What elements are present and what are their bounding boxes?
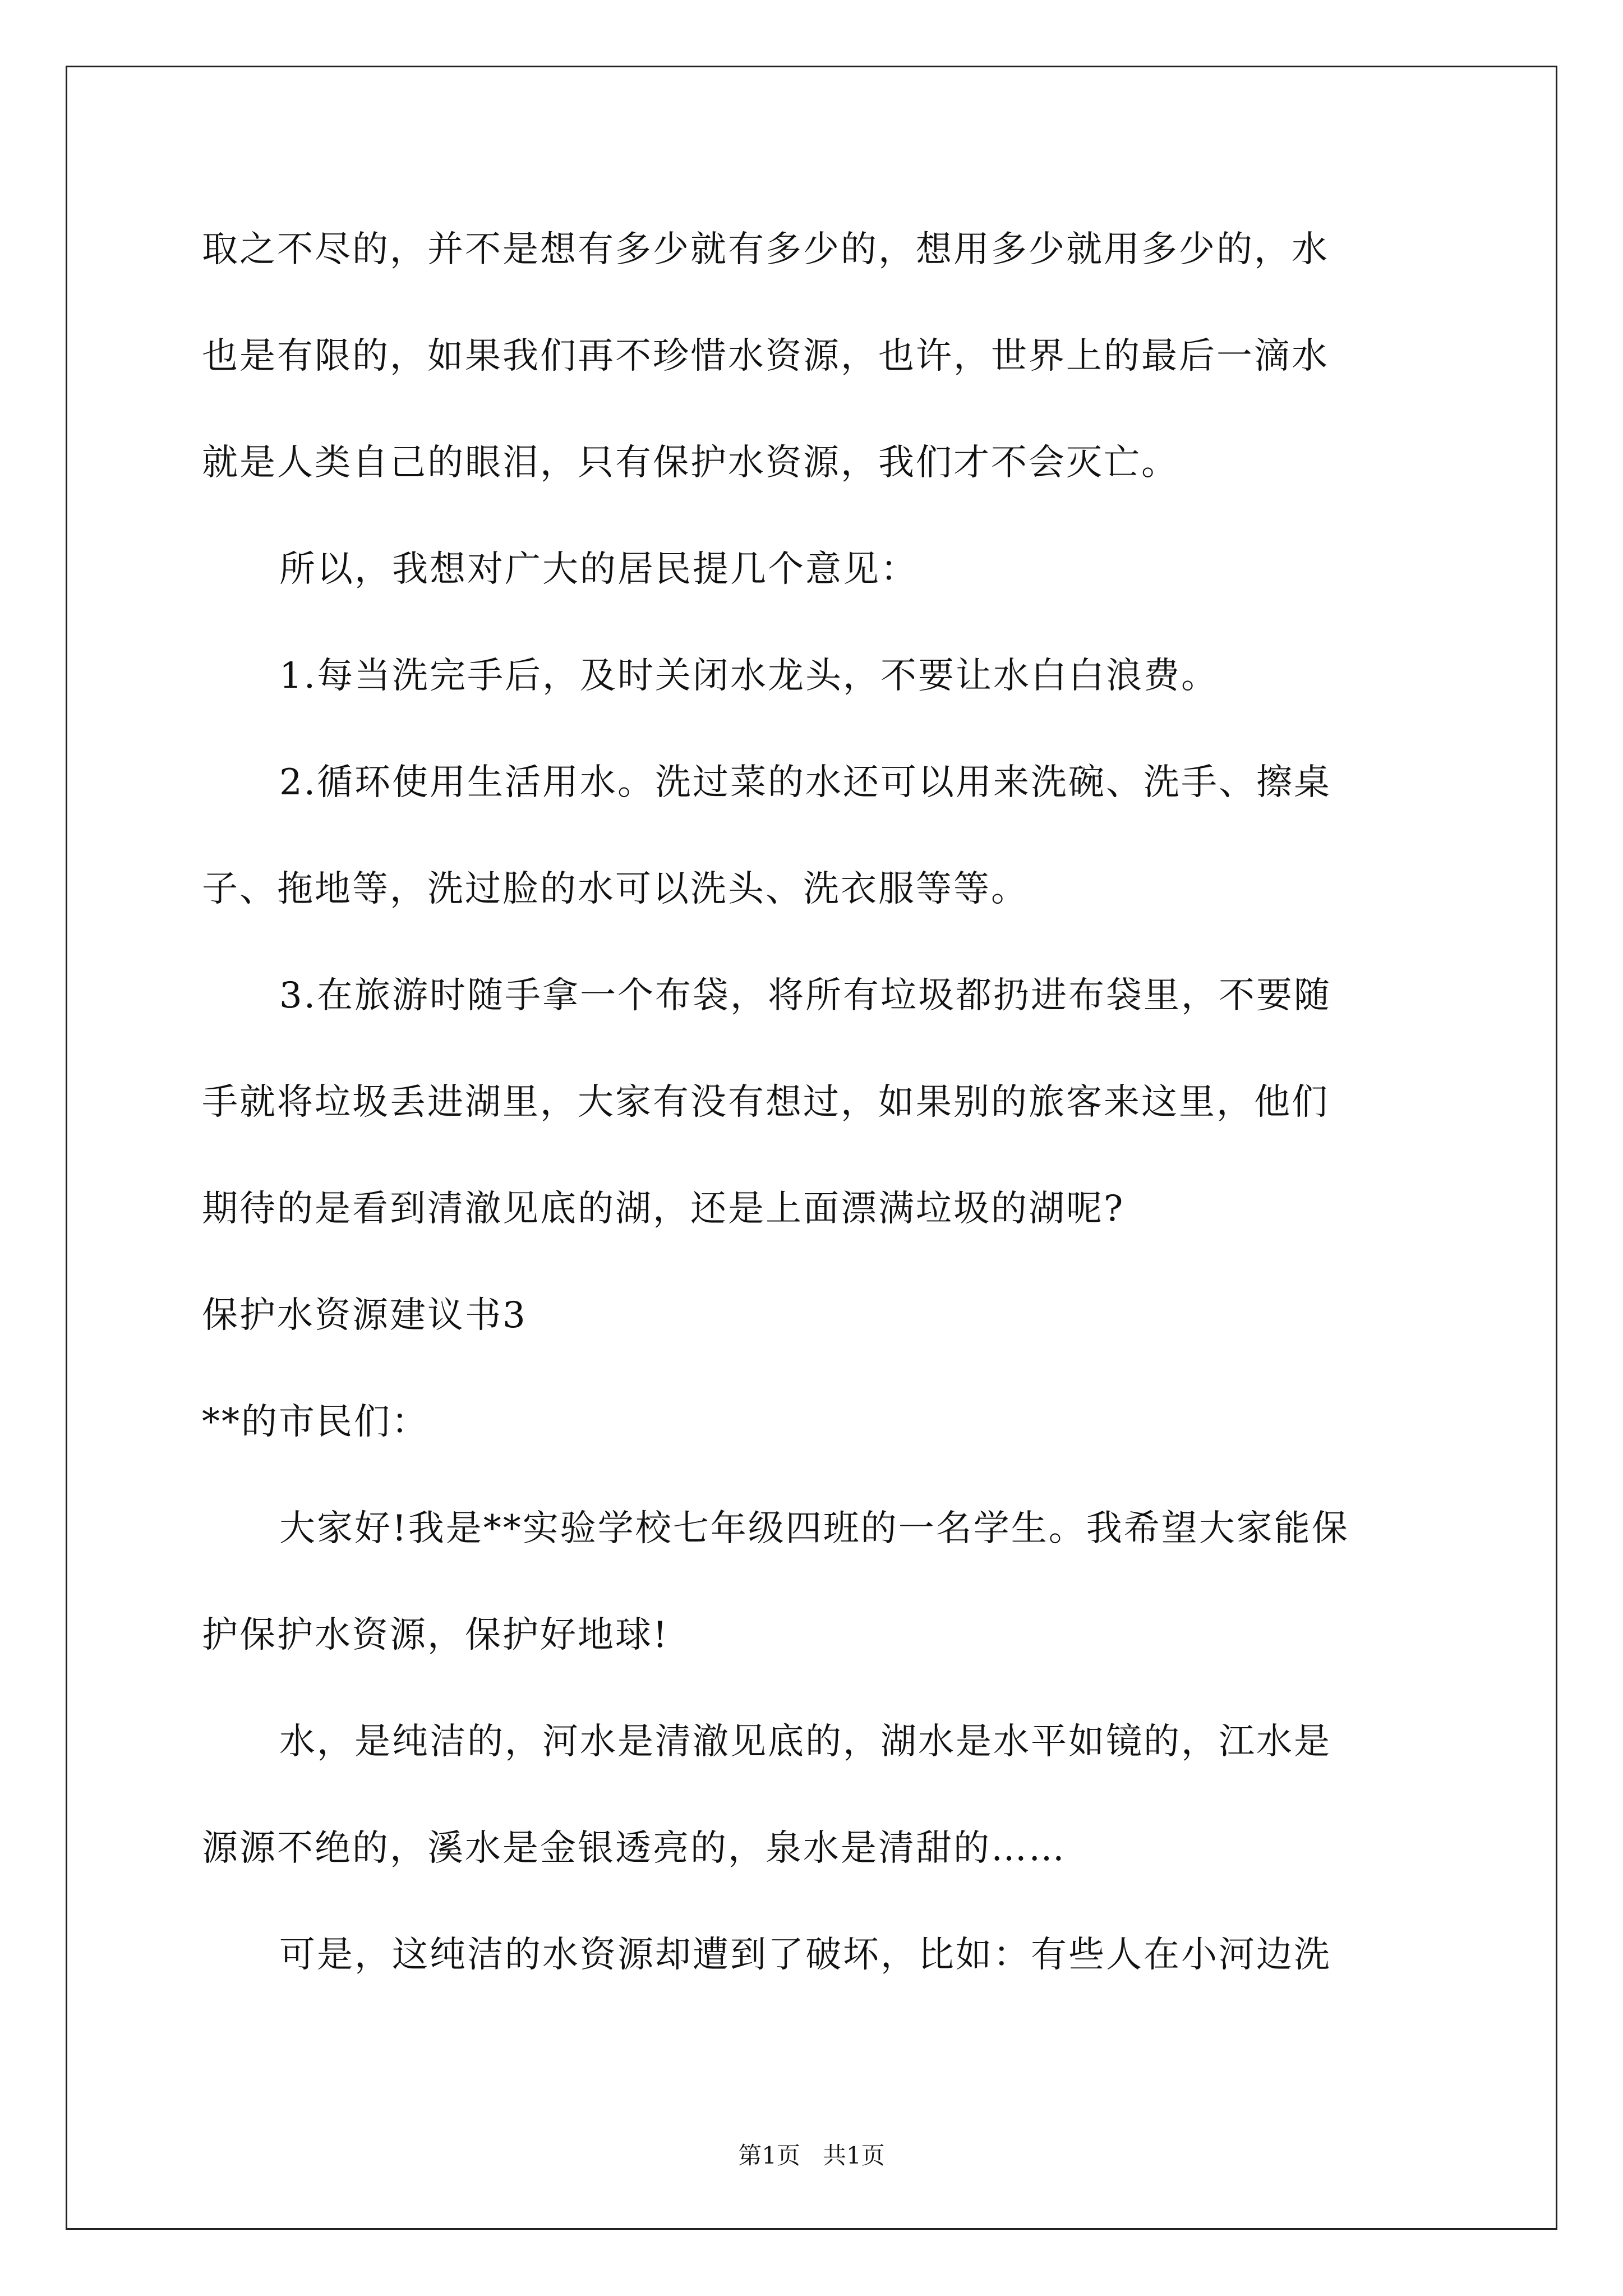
text-line: 就是人类自己的眼泪，只有保护水资源，我们才不会灭亡。 [202, 442, 1179, 484]
salutation: **的市民们： [202, 1401, 429, 1443]
text-line: 可是，这纯洁的水资源却遭到了破坏，比如：有些人在小河边洗 [279, 1934, 1331, 1976]
list-item: 2.循环使用生活用水。洗过菜的水还可以用来洗碗、洗手、擦桌 [279, 762, 1332, 803]
text-line: 大家好!我是**实验学校七年级四班的一名学生。我希望大家能保 [279, 1508, 1349, 1549]
page-border [66, 66, 1557, 2230]
page-footer: 第1页 共1页 [738, 2142, 885, 2169]
list-item: 3.在旅游时随手拿一个布袋，将所有垃圾都扔进布袋里，不要随 [279, 975, 1332, 1016]
text-line: 期待的是看到清澈见底的湖，还是上面漂满垃圾的湖呢? [202, 1188, 1125, 1230]
text-line: 也是有限的，如果我们再不珍惜水资源，也许，世界上的最后一滴水 [202, 335, 1329, 377]
text-line: 水，是纯洁的，河水是清澈见底的，湖水是水平如镜的，江水是 [279, 1721, 1331, 1763]
text-line: 取之不尽的，并不是想有多少就有多少的，想用多少就用多少的，水 [202, 229, 1329, 270]
text-line: 源源不绝的，溪水是金银透亮的，泉水是清甜的…… [202, 1828, 1066, 1869]
text-line: 手就将垃圾丢进湖里，大家有没有想过，如果别的旅客来这里，他们 [202, 1082, 1329, 1123]
text-line: 护保护水资源，保护好地球! [202, 1614, 669, 1656]
list-item: 1.每当洗完手后，及时关闭水龙头，不要让水白白浪费。 [279, 655, 1219, 697]
text-line: 子、拖地等，洗过脸的水可以洗头、洗衣服等等。 [202, 868, 1029, 910]
text-line: 所以，我想对广大的居民提几个意见： [279, 549, 918, 590]
section-heading: 保护水资源建议书3 [202, 1295, 527, 1336]
